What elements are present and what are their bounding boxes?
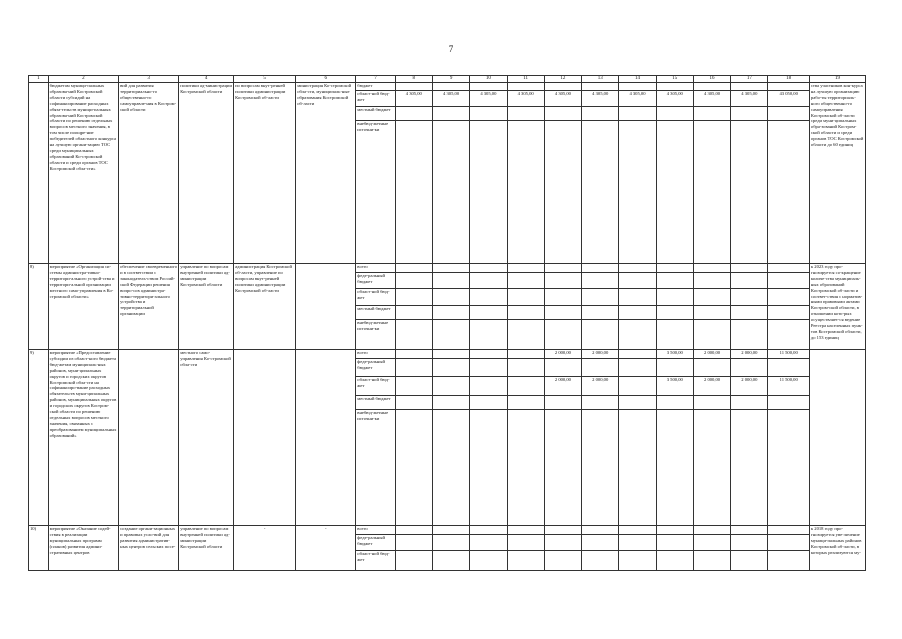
cell-amount — [544, 526, 581, 535]
cell-amount — [470, 264, 507, 273]
column-number: 3 — [119, 76, 179, 83]
cell-amount — [656, 306, 693, 320]
cell-amount — [582, 83, 619, 91]
cell-amount — [731, 83, 768, 91]
cell-amount — [656, 264, 693, 273]
cell-amount — [768, 535, 809, 551]
cell-amount — [470, 359, 507, 377]
cell-amount — [432, 83, 469, 91]
cell-result: к 2018 году про-гнозируется уве-личение муници-пальных районов Костромской об-ласти, в которых реализуются му- — [809, 526, 865, 571]
cell-amount — [693, 107, 730, 121]
cell-amount — [693, 535, 730, 551]
cell-amount — [470, 107, 507, 121]
cell-goal: создание органи-зационных и правовых усло-вий для развития административ-ных центров сельских посе- — [119, 526, 179, 571]
cell-amount — [619, 264, 656, 273]
cell-amount: 4 305,00 — [507, 91, 544, 107]
cell-amount: 2 000,00 — [582, 350, 619, 359]
column-number: 9 — [432, 76, 469, 83]
cell-amount — [470, 535, 507, 551]
cell-amount — [470, 396, 507, 410]
cell-amount — [432, 377, 469, 396]
column-number: 16 — [693, 76, 730, 83]
cell-amount — [619, 396, 656, 410]
cell-funding-source: област-ной бюд-жет — [356, 551, 395, 571]
cell-amount — [470, 306, 507, 320]
cell-amount — [432, 410, 469, 526]
cell-amount — [656, 396, 693, 410]
cell-amount — [470, 350, 507, 359]
cell-funding-source: всего — [356, 264, 395, 273]
cell-amount — [544, 535, 581, 551]
cell-funding-source: местный бюджет — [356, 396, 395, 410]
cell-amount — [582, 273, 619, 289]
cell-amount — [656, 83, 693, 91]
cell-funding-source: местный бюджет — [356, 107, 395, 121]
cell-amount — [582, 306, 619, 320]
cell-amount — [470, 526, 507, 535]
cell-amount — [432, 107, 469, 121]
cell-amount — [619, 526, 656, 535]
cell-funding-source: област-ной бюд-жет — [356, 289, 395, 306]
cell-amount — [768, 264, 809, 273]
program-table — [28, 75, 866, 571]
cell-amount: 11 500,00 — [768, 377, 809, 396]
cell-amount — [432, 320, 469, 350]
cell-amount — [731, 289, 768, 306]
cell-amount — [544, 273, 581, 289]
cell-amount — [582, 535, 619, 551]
cell-amount — [470, 289, 507, 306]
column-number: 1 — [29, 76, 49, 83]
cell-goal — [119, 350, 179, 526]
cell-amount: 3 500,00 — [656, 350, 693, 359]
column-number: 17 — [731, 76, 768, 83]
cell-amount — [544, 410, 581, 526]
cell-funding-source: бюджет — [356, 83, 395, 91]
cell-amount — [693, 551, 730, 571]
cell-funding-source: феде-ральный бюджет — [356, 359, 395, 377]
cell-amount — [619, 551, 656, 571]
cell-amount — [656, 273, 693, 289]
cell-amount — [432, 306, 469, 320]
column-number: 10 — [470, 76, 507, 83]
cell-funding-source: област-ной бюд-жет — [356, 377, 395, 396]
cell-amount — [693, 264, 730, 273]
cell-amount — [395, 264, 432, 273]
cell-amount — [582, 526, 619, 535]
cell-amount — [656, 359, 693, 377]
cell-amount — [731, 551, 768, 571]
cell-amount — [768, 320, 809, 350]
table-row — [29, 83, 866, 91]
cell-amount: 2 000,00 — [544, 377, 581, 396]
cell-amount — [619, 359, 656, 377]
table-row — [29, 526, 866, 535]
column-number: 6 — [296, 76, 356, 83]
cell-result: к 2023 году про-гнозируется со-кращение количе-ства муниципаль-ных образований Костромской об-ласти и соответ-ствия с норматив-ными правовыми актами Костром-ской области, в отношении кото-рых осуществляет-ся ведение Реестра населенных пунк-тов Костромской области, до 153 единиц — [809, 264, 865, 350]
cell-amount — [768, 83, 809, 91]
column-number: 12 — [544, 76, 581, 83]
cell-amount — [507, 526, 544, 535]
cell-exec: местного само-управления Ко-стромской обла-сти — [179, 350, 234, 526]
cell-amount — [693, 526, 730, 535]
cell-amount — [432, 121, 469, 264]
cell-amount — [731, 359, 768, 377]
cell-amount: 2 000,00 — [693, 350, 730, 359]
cell-amount — [582, 264, 619, 273]
cell-amount — [656, 107, 693, 121]
cell-num: 9) — [29, 350, 49, 526]
cell-coexec2: - — [296, 526, 356, 571]
cell-amount — [507, 107, 544, 121]
cell-amount — [656, 289, 693, 306]
cell-amount — [544, 107, 581, 121]
cell-funding-source: внебюд-жетные источни-ки — [356, 410, 395, 526]
cell-amount — [693, 396, 730, 410]
cell-amount — [619, 350, 656, 359]
cell-amount — [395, 306, 432, 320]
cell-amount — [432, 359, 469, 377]
cell-amount — [656, 320, 693, 350]
cell-amount — [507, 273, 544, 289]
cell-funding-source: феде-ральный бюджет — [356, 535, 395, 551]
cell-amount — [768, 121, 809, 264]
cell-amount — [768, 526, 809, 535]
column-number: 13 — [582, 76, 619, 83]
cell-amount — [507, 359, 544, 377]
cell-amount — [507, 83, 544, 91]
cell-amount — [693, 410, 730, 526]
column-number: 14 — [619, 76, 656, 83]
cell-amount — [507, 535, 544, 551]
table-row — [29, 264, 866, 273]
cell-amount — [731, 306, 768, 320]
cell-amount: 4 305,00 — [470, 91, 507, 107]
cell-amount: 4 305,00 — [693, 91, 730, 107]
cell-amount — [582, 359, 619, 377]
cell-amount: 4 305,00 — [544, 91, 581, 107]
cell-amount — [656, 551, 693, 571]
cell-amount: 3 500,00 — [656, 377, 693, 396]
cell-amount — [582, 121, 619, 264]
cell-amount — [619, 273, 656, 289]
cell-amount — [693, 83, 730, 91]
cell-amount — [507, 410, 544, 526]
cell-amount — [544, 264, 581, 273]
cell-amount — [395, 551, 432, 571]
cell-amount: 4 305,00 — [656, 91, 693, 107]
cell-amount — [395, 377, 432, 396]
cell-amount — [432, 396, 469, 410]
cell-amount — [768, 306, 809, 320]
cell-amount: 4 305,00 — [432, 91, 469, 107]
cell-amount — [693, 273, 730, 289]
cell-amount — [507, 306, 544, 320]
cell-amount — [470, 320, 507, 350]
cell-amount — [507, 396, 544, 410]
cell-amount — [619, 83, 656, 91]
cell-amount — [768, 359, 809, 377]
cell-amount: 4 305,00 — [582, 91, 619, 107]
cell-amount — [470, 121, 507, 264]
cell-amount: 2 000,00 — [544, 350, 581, 359]
cell-funding-source: феде-ральный бюджет — [356, 273, 395, 289]
cell-amount: 11 500,00 — [768, 350, 809, 359]
column-number: 5 — [234, 76, 296, 83]
cell-amount — [656, 535, 693, 551]
cell-amount — [432, 350, 469, 359]
cell-amount — [619, 107, 656, 121]
column-number: 19 — [809, 76, 865, 83]
cell-amount — [432, 535, 469, 551]
cell-amount — [731, 107, 768, 121]
cell-num: 8) — [29, 264, 49, 350]
column-number: 18 — [768, 76, 809, 83]
cell-amount — [544, 359, 581, 377]
cell-amount — [731, 264, 768, 273]
cell-amount — [544, 289, 581, 306]
cell-amount — [470, 377, 507, 396]
cell-amount — [582, 320, 619, 350]
cell-amount — [507, 320, 544, 350]
cell-amount — [731, 320, 768, 350]
cell-amount — [731, 121, 768, 264]
cell-amount: 4 305,00 — [731, 91, 768, 107]
cell-funding-source: внебюд-жетные источни-ки — [356, 121, 395, 264]
column-number: 7 — [356, 76, 395, 83]
cell-goal: вий для развития территориально-го общественно-го самоуправле-ния в Костром-ской области — [119, 83, 179, 264]
cell-amount — [395, 320, 432, 350]
cell-amount — [619, 410, 656, 526]
cell-amount — [656, 121, 693, 264]
cell-funding-source: местный бюджет — [356, 306, 395, 320]
cell-amount: 2 000,00 — [731, 377, 768, 396]
cell-funding-source: област-ной бюд-жет — [356, 91, 395, 107]
cell-amount — [507, 551, 544, 571]
cell-amount — [395, 359, 432, 377]
cell-amount — [582, 551, 619, 571]
column-number: 15 — [656, 76, 693, 83]
cell-amount — [731, 535, 768, 551]
cell-amount — [768, 551, 809, 571]
cell-amount — [731, 410, 768, 526]
cell-amount — [544, 551, 581, 571]
cell-coexec: - — [234, 526, 296, 571]
cell-amount — [768, 273, 809, 289]
cell-amount — [544, 121, 581, 264]
cell-amount — [582, 107, 619, 121]
cell-amount — [768, 410, 809, 526]
column-number-row — [29, 76, 866, 83]
cell-amount: 43 050,00 — [768, 91, 809, 107]
cell-amount — [544, 306, 581, 320]
cell-amount — [507, 121, 544, 264]
table-row — [29, 350, 866, 359]
cell-amount — [470, 83, 507, 91]
cell-amount — [395, 410, 432, 526]
cell-funding-source: внебюд-жетные источни-ки — [356, 320, 395, 350]
cell-name: бюджетам муници-пальных образова-ний Костромской области субсидий на софинансирование расходных обяза-тельств муници-пальных образова-ний Костромской области по решению отдельных вопросов местного значения, в том числе поощре-ние победителей областного конкурса на лучшую органи-зацию ТОС среди муниципальных образований Ко-стромской области и среди органов ТОС Костромской обла-сти» — [48, 83, 118, 264]
cell-amount — [507, 350, 544, 359]
cell-amount — [656, 526, 693, 535]
cell-amount — [470, 551, 507, 571]
cell-amount — [432, 526, 469, 535]
cell-amount: 4 305,00 — [395, 91, 432, 107]
cell-amount — [507, 289, 544, 306]
cell-coexec2: министрация Ко-стромской обла-сти, муниципаль-ные образования Костромской об-ласти — [296, 83, 356, 264]
cell-amount — [768, 289, 809, 306]
cell-amount — [582, 289, 619, 306]
cell-amount — [731, 273, 768, 289]
cell-amount — [395, 526, 432, 535]
cell-amount — [619, 306, 656, 320]
cell-amount — [693, 359, 730, 377]
cell-amount: 2 000,00 — [693, 377, 730, 396]
cell-goal: обеспечение своевременного и в соответствии с законодатель-ством Россий-ской Федерации решения вопро-сов администра-тивно-территори-ального устройства и территориальной организации — [119, 264, 179, 350]
cell-amount — [693, 121, 730, 264]
cell-coexec: по вопросам внут-ренней политики администрации Костромской об-ласти — [234, 83, 296, 264]
cell-amount — [395, 396, 432, 410]
cell-coexec2 — [296, 264, 356, 350]
cell-amount — [582, 410, 619, 526]
cell-num — [29, 83, 49, 264]
cell-amount — [432, 273, 469, 289]
cell-amount — [582, 396, 619, 410]
cell-amount — [731, 526, 768, 535]
cell-exec: управление по вопросам внутренней политики ад-министрации Костромской области — [179, 264, 234, 350]
cell-coexec: администрация Костромской об-ласти, управление по вопросам внут-ренней политики администрации Костромской об-ласти — [234, 264, 296, 350]
cell-amount — [693, 306, 730, 320]
cell-amount — [507, 264, 544, 273]
cell-num: 10) — [29, 526, 49, 571]
cell-amount — [619, 535, 656, 551]
cell-amount — [432, 289, 469, 306]
cell-amount — [731, 396, 768, 410]
column-number: 4 — [179, 76, 234, 83]
cell-amount — [395, 289, 432, 306]
cell-name: мероприятие «Организация си-стемы администра-тивно-территори-ального устрой-ства и территори-альной организации местного само-управления в Ко-стромской области» — [48, 264, 118, 350]
cell-amount — [470, 410, 507, 526]
cell-amount: 2 000,00 — [731, 350, 768, 359]
cell-amount — [395, 273, 432, 289]
cell-amount — [619, 377, 656, 396]
cell-coexec2 — [296, 350, 356, 526]
cell-amount — [619, 320, 656, 350]
cell-name: мероприятие «Предоставление субсидии из област-ного бюджета бюд-жетам муниципаль-ных районов, муни-ципальных округов и городских округов Костромской обла-сти на софинансиро-вание расходных обязательств муни-ципальных районов, муниципальных округов и городских округов Костром-ской области по решению отдельных вопросов местного значения, связанных с преобразованием муниципальных образований» — [48, 350, 118, 526]
cell-funding-source: всего — [356, 350, 395, 359]
page-number: 7 — [448, 44, 454, 54]
cell-result: ства участников кон-курса на лучшую организацию рабо-ты территориаль-ного общественно-го самоуправления Костромской об-ласти среди муни-ципальных обра-зований Костром-ской области и среди органов ТОС Костромской области до 60 единиц — [809, 83, 865, 264]
cell-amount: 4 305,00 — [619, 91, 656, 107]
cell-funding-source: всего — [356, 526, 395, 535]
cell-amount — [544, 320, 581, 350]
cell-amount — [619, 121, 656, 264]
cell-amount — [395, 83, 432, 91]
cell-exec: политики ад-министрации Костромской области — [179, 83, 234, 264]
cell-amount — [395, 535, 432, 551]
column-number: 8 — [395, 76, 432, 83]
cell-amount — [693, 289, 730, 306]
cell-amount — [432, 551, 469, 571]
cell-amount — [507, 377, 544, 396]
cell-amount — [768, 396, 809, 410]
cell-amount — [544, 396, 581, 410]
cell-amount — [768, 107, 809, 121]
cell-amount — [619, 289, 656, 306]
column-number: 11 — [507, 76, 544, 83]
cell-amount — [395, 107, 432, 121]
cell-amount: 2 000,00 — [582, 377, 619, 396]
cell-amount — [693, 320, 730, 350]
column-number: 2 — [48, 76, 118, 83]
cell-amount — [544, 83, 581, 91]
cell-amount — [656, 410, 693, 526]
cell-amount — [470, 273, 507, 289]
cell-amount — [395, 121, 432, 264]
cell-result — [809, 350, 865, 526]
cell-name: мероприятие «Оказание содей-ствия в реализации муниципальных программ (планов) развития админи-стративных центров — [48, 526, 118, 571]
cell-exec: управление по вопросам внутренней политики ад-министрации Костромской области — [179, 526, 234, 571]
cell-coexec — [234, 350, 296, 526]
cell-amount — [395, 350, 432, 359]
cell-amount — [432, 264, 469, 273]
